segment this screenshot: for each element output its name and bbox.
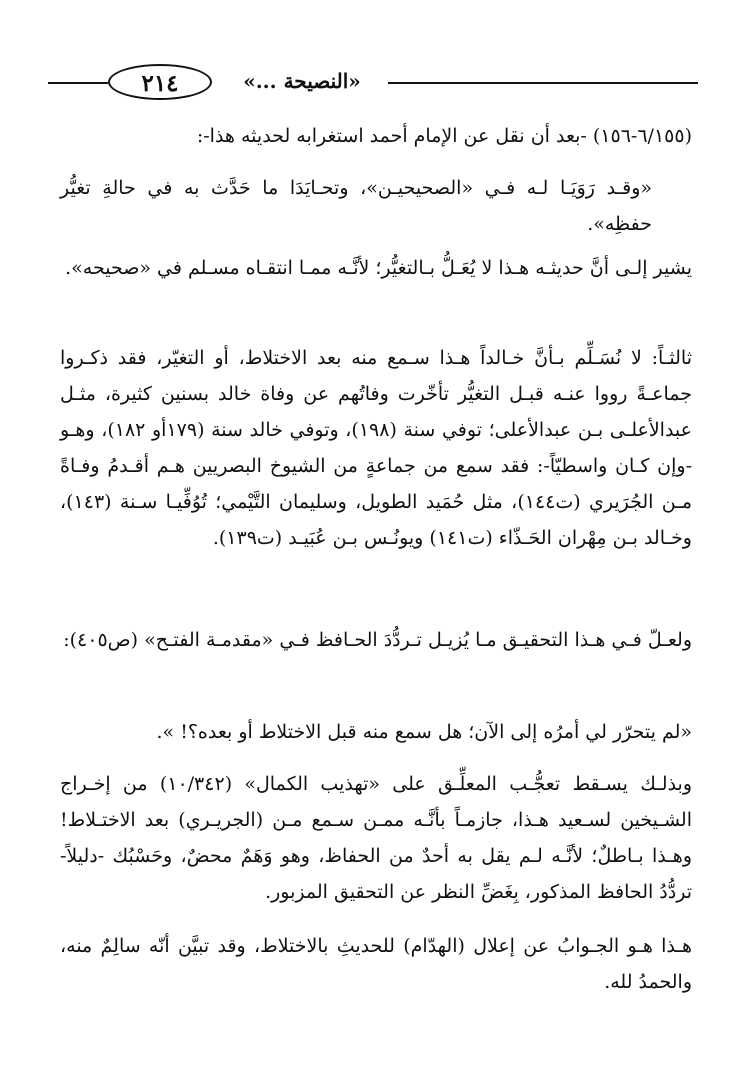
paragraph-8: هـذا هـو الجـوابُ عن إعلال (الهدّام) للحديثِ بالاختلاط، وقد تبيَّن أنّه سالِمٌ منه، والحمدُ لله. <box>60 935 692 993</box>
paragraph-7: وبذلـك يسـقط تعجُّـب المعلِّـق على «تهذيب الكمال» (١٠/٣٤٢) من إخـراج الشـيخين لسـعيد هـذا، جازمـاً بأنَّـه ممـن سـمع مـن (الجريـري) بعد الاختـلاط! وهـذا بـاطلٌ؛ لأنَّـه لـم يقل به أحدٌ من الحفاظ، وهو وَهَمٌ محضٌ، وحَسْبُك -دليلاً- تردُّدُ الحافظ المذكور، بِغَضِّ النظر عن التحقيق المزبور. <box>60 773 693 903</box>
paragraph-3: يشير إلـى أنَّ حديثـه هـذا لا يُعَـلُّ بـالتغيُّر؛ لأنَّـه ممـا انتقـاه مسـلم في «صحيحه». <box>65 257 692 279</box>
paragraph-6-quote: «لم يتحرّر لي أمرُه إلى الآن؛ هل سمع منه قبل الاختلاط أو بعده؟! ». <box>156 721 692 743</box>
paragraph-1: (٦/١٥٥-١٥٦) -بعد أن نقل عن الإمام أحمد استغرابه لحديثه هذا-: <box>196 125 692 147</box>
page-header <box>48 58 698 102</box>
running-title: «النصيحة ...» <box>243 69 361 93</box>
paragraph-2-quote: «وقـد رَوَيَـا لـه فـي «الصحيحيـن»، وتحـايَدَا ما حَدَّث به في حالةِ تغيُّر حفظِه». <box>60 177 652 235</box>
header-rule-right <box>388 82 698 84</box>
header-rule-left <box>48 82 108 84</box>
paragraph-4: ثالثـاً: لا نُسَـلِّم بـأنَّ خـالداً هـذا سـمع منه بعد الاختلاط، أو التغيّر، فقد ذكـروا جماعـةً رووا عنـه قبـل التغيُّر تأخّرت وفاتُهم عن وفاة خالد بسنين كثيرة، مثـل عبدالأعلـى بـن عبدالأعلى؛ توفي سنة (١٩٨)، وتوفي خالد سنة (١٧٩أو ١٨٢)، وهـو -وإن كـان واسطيّاً-: فقد سمع من جماعةٍ من الشيوخ البصريين هـم أقـدمُ وفـاةً مـن الجُرَيري (ت١٤٤)، مثل حُمَيد الطويل، وسليمان التَّيْمي؛ تُوُفِّيـا سـنة (١٤٣)، وخـالد بـن مِهْران الحَـذّاء (ت١٤١) ويونُـس بـن عُبَيـد (ت١٣٩). <box>60 347 692 549</box>
paragraph-5: ولعـلّ فـي هـذا التحقيـق مـا يُزيـل تـردُّدَ الحـافظ فـي «مقدمـة الفتـح» (ص٤٠٥): <box>63 629 692 651</box>
page-number: ٢١٤ <box>108 64 212 100</box>
